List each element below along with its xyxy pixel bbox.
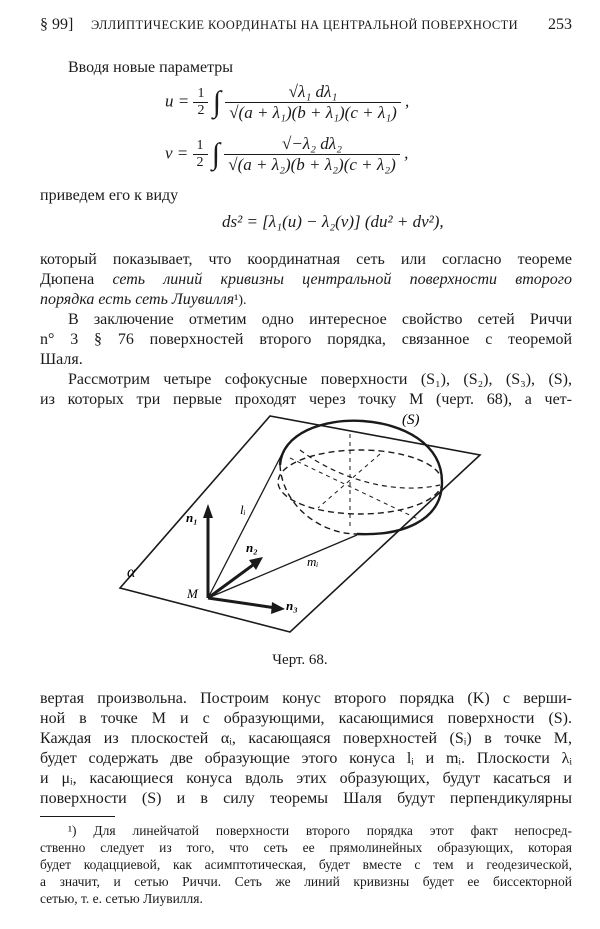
p1-line1: который показывает, что координатная сеть или согласно теореме <box>40 251 572 268</box>
p4-line2: ной в точке M и с образующими, касающимися поверхности (S). <box>40 710 572 727</box>
p1-line2-plain: Дюпена <box>40 271 113 288</box>
p2-line1: В заключение отметим одно интересное свойство сетей Риччи <box>68 311 572 328</box>
running-header <box>40 16 572 38</box>
axis-dashed-2 <box>290 458 420 520</box>
label-alpha: α <box>127 564 136 581</box>
label-M: M <box>187 586 198 601</box>
footnote-line4: а значит, и сетью Риччи. Сеть же линий кривизны будет ее биссекторной <box>40 874 572 889</box>
coef-den: 2 <box>197 103 205 118</box>
p4-line3: Каждая из плоскостей αᵢ, касающаяся поверхностей (Sᵢ) в точке M, <box>40 730 572 747</box>
footnote-line2: ственно следует из того, что сеть ее прямолинейных образующих, которая <box>40 840 572 855</box>
coef-den: 2 <box>196 155 204 170</box>
label-n2: n₂ <box>246 540 258 555</box>
equation-u-lhs: u = <box>165 91 194 111</box>
p2-line2: n° 3 § 76 поверхностей второго порядка, связанное с теоремой <box>40 331 572 348</box>
arrow-n3 <box>271 602 285 614</box>
footnote-rule <box>40 816 115 817</box>
p3-line2: из которых три первые проходят через точку M (черт. 68), а чет- <box>40 391 572 408</box>
p1-line2-italic: сеть линий кривизны центральной поверхности второго <box>112 271 573 288</box>
figure-caption: Черт. 68. <box>272 652 328 668</box>
ellipsoid-meridian <box>300 450 440 488</box>
plane-alpha <box>120 416 480 632</box>
p3-line1: Рассмотрим четыре софокусные поверхности (S₁), (S₂), (S₃), (S), <box>68 371 572 388</box>
equation-u-tail: , <box>405 91 410 111</box>
integral-sign: ∫ <box>212 85 221 119</box>
ellipsoid-equator <box>278 450 442 514</box>
p4-line6: поверхности (S) и в силу теоремы Шаля будут перпендикулярны <box>40 790 572 807</box>
label-m: mᵢ <box>307 554 319 569</box>
label-n1: n₁ <box>186 510 198 525</box>
fraction-den: √(a + λ₁)(b + λ₁)(c + λ₁) <box>229 103 397 122</box>
p4-line5: и μᵢ, касающиеся конуса вдоль этих образующих, будут касаться и <box>40 770 572 787</box>
equation-v <box>165 134 408 175</box>
footnote-reference: ¹). <box>234 293 247 308</box>
section-number: § 99] <box>40 16 74 33</box>
running-title: ЭЛЛИПТИЧЕСКИЕ КООРДИНАТЫ НА ЦЕНТРАЛЬНОЙ ПОВЕРХНОСТИ <box>91 18 519 32</box>
arrow-n1 <box>203 504 213 518</box>
p2-line3: Шаля. <box>40 351 83 368</box>
equation-v-tail: , <box>404 143 409 163</box>
label-S: (S) <box>402 412 420 428</box>
equation-u-fraction <box>225 82 401 123</box>
fraction-den: √(a + λ₂)(b + λ₂)(c + λ₂) <box>228 155 396 174</box>
label-n3: n₃ <box>286 598 298 613</box>
equation-u <box>165 82 409 123</box>
cone-generator-m <box>208 535 357 598</box>
fraction-num: √−λ₂ dλ₂ <box>224 134 400 155</box>
p1-line3-italic: порядка есть сеть Лиувилля <box>40 291 235 308</box>
equation-v-fraction <box>224 134 400 175</box>
footnote-line3: будет кодацциевой, как асимптотическая, будет вместе с тем и геодезической, <box>40 857 572 872</box>
bring-text: приведем его к виду <box>40 187 179 204</box>
integral-sign: ∫ <box>211 137 220 171</box>
page-number: 253 <box>548 16 572 33</box>
axis-dashed-3 <box>318 454 380 508</box>
fraction-num: √λ₁ dλ₁ <box>225 82 401 103</box>
coef-num: 1 <box>193 86 208 103</box>
footnote-line1: ¹) Для линейчатой поверхности второго порядка этот факт непосред- <box>68 823 572 838</box>
p4-line1: вертая произвольна. Построим конус второго порядка (K) с верши- <box>40 690 572 707</box>
intro-text: Вводя новые параметры <box>68 59 234 76</box>
equation-ds: ds² = [λ₁(u) − λ₂(v)] (du² + dv²), <box>222 212 444 231</box>
p4-line4: будет содержать две образующие этого конуса lᵢ и mᵢ. Плоскости λᵢ <box>40 750 572 767</box>
label-l: lᵢ <box>240 502 246 517</box>
p1-line3 <box>40 290 246 310</box>
equation-v-lhs: v = <box>165 143 193 163</box>
figure-68 <box>0 410 600 650</box>
equation-u-coef <box>193 86 208 119</box>
equation-v-coef <box>193 138 208 171</box>
vector-n3 <box>208 598 276 608</box>
ellipsoid-outline <box>280 421 442 534</box>
footnote-line5: сетью, т. е. сетью Лиувилля. <box>40 891 203 906</box>
coef-num: 1 <box>193 138 208 155</box>
